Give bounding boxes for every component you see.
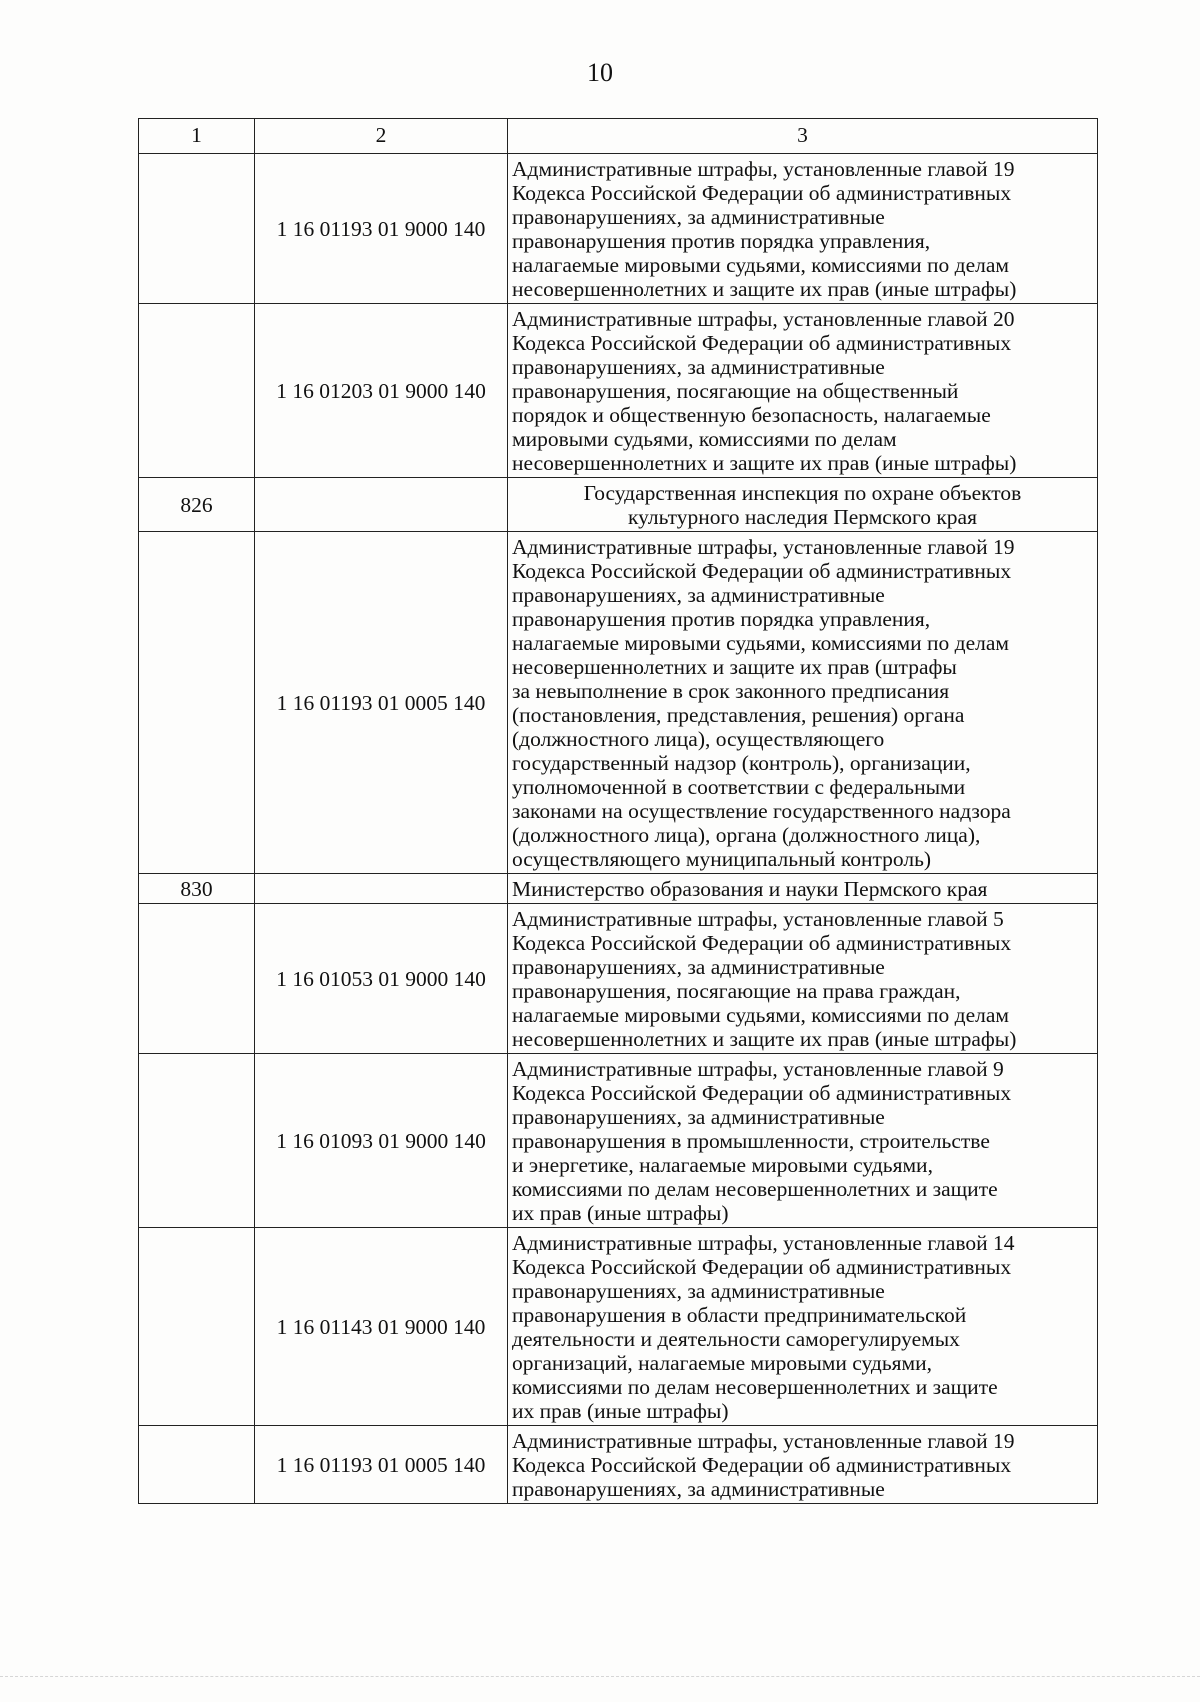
description-cell (508, 532, 1098, 874)
table-row (139, 478, 1098, 532)
budget-classification-code-cell: 1 16 01053 01 9000 140 (255, 904, 508, 1054)
table-row (139, 154, 1098, 304)
table-row (139, 904, 1098, 1054)
column-header-2: 2 (255, 119, 508, 154)
administrator-code-cell (139, 904, 255, 1054)
table-body (139, 154, 1098, 1504)
budget-classification-code-cell: 1 16 01143 01 9000 140 (255, 1228, 508, 1426)
table-row (139, 532, 1098, 874)
table-row (139, 304, 1098, 478)
administrator-code-cell (139, 304, 255, 478)
budget-classification-code-cell: 1 16 01193 01 0005 140 (255, 1426, 508, 1504)
budget-classification-code-cell: 1 16 01193 01 0005 140 (255, 532, 508, 874)
administrator-code-cell: 830 (139, 874, 255, 904)
table-row (139, 1054, 1098, 1228)
description-text: Административные штрафы, установленные главой 5 Кодекса Российской Федерации об административных правонарушениях, за административные правонарушения, посягающие на права граждан, налагаемые мировыми судьями, комиссиями по делам несовершеннолетних и защите их прав (иные штрафы) (512, 907, 1017, 1051)
description-text: Министерство образования и науки Пермского края (512, 877, 988, 901)
table-header-row (139, 119, 1098, 154)
column-header-3: 3 (508, 119, 1098, 154)
description-text: Административные штрафы, установленные главой 14 Кодекса Российской Федерации об административных правонарушениях, за административные правонарушения в области предпринимательской деятельности и деятельности саморегулируемых организаций, налагаемые мировыми судьями, комиссиями по делам несовершеннолетних и защите их прав (иные штрафы) (512, 1231, 1015, 1423)
description-cell (508, 874, 1098, 904)
description-cell (508, 1426, 1098, 1504)
administrator-code-cell (139, 1228, 255, 1426)
description-text: Административные штрафы, установленные главой 19 Кодекса Российской Федерации об административных правонарушениях, за административные правонарушения против порядка управления, налагаемые мировыми судьями, комиссиями по делам несовершеннолетних и защите их прав (штрафы за невыполнение в срок законного предписания (постановления, представления, решения) органа (должностного лица), осуществляющего государственный надзор (контроль), организации, уполномоченной в соответствии с федеральными законами на осуществление государственного надзора (должностного лица), органа (должностного лица), осуществляющего муниципальный контроль) (512, 535, 1015, 871)
budget-classification-code-cell: 1 16 01193 01 9000 140 (255, 154, 508, 304)
budget-classification-code-cell (255, 478, 508, 532)
administrator-code-cell (139, 1426, 255, 1504)
administrator-code-cell (139, 154, 255, 304)
column-header-1: 1 (139, 119, 255, 154)
description-cell (508, 154, 1098, 304)
budget-classification-code-cell (255, 874, 508, 904)
description-cell (508, 904, 1098, 1054)
description-cell (508, 1054, 1098, 1228)
budget-classification-code-cell: 1 16 01203 01 9000 140 (255, 304, 508, 478)
administrator-code-cell (139, 532, 255, 874)
description-text: Административные штрафы, установленные главой 19 Кодекса Российской Федерации об административных правонарушениях, за административные (512, 1429, 1015, 1501)
description-cell (508, 478, 1098, 532)
administrator-code-cell: 826 (139, 478, 255, 532)
description-text: Административные штрафы, установленные главой 20 Кодекса Российской Федерации об административных правонарушениях, за административные правонарушения, посягающие на общественный порядок и общественную безопасность, налагаемые мировыми судьями, комиссиями по делам несовершеннолетних и защите их прав (иные штрафы) (512, 307, 1017, 475)
description-text: Административные штрафы, установленные главой 9 Кодекса Российской Федерации об административных правонарушениях, за административные правонарушения в промышленности, строительстве и энергетике, налагаемые мировыми судьями, комиссиями по делам несовершеннолетних и защите их прав (иные штрафы) (512, 1057, 1012, 1225)
scan-edge-line (0, 1676, 1200, 1678)
table-row (139, 1426, 1098, 1504)
description-text: Административные штрафы, установленные главой 19 Кодекса Российской Федерации об административных правонарушениях, за административные правонарушения против порядка управления, налагаемые мировыми судьями, комиссиями по делам несовершеннолетних и защите их прав (иные штрафы) (512, 157, 1017, 301)
revenue-codes-table (138, 118, 1098, 1504)
administrator-code-cell (139, 1054, 255, 1228)
table-row (139, 1228, 1098, 1426)
description-cell (508, 1228, 1098, 1426)
page-number: 10 (587, 58, 613, 87)
description-cell (508, 304, 1098, 478)
budget-classification-code-cell: 1 16 01093 01 9000 140 (255, 1054, 508, 1228)
description-text: Государственная инспекция по охране объектов культурного наследия Пермского края (583, 481, 1022, 529)
table-row (139, 874, 1098, 904)
